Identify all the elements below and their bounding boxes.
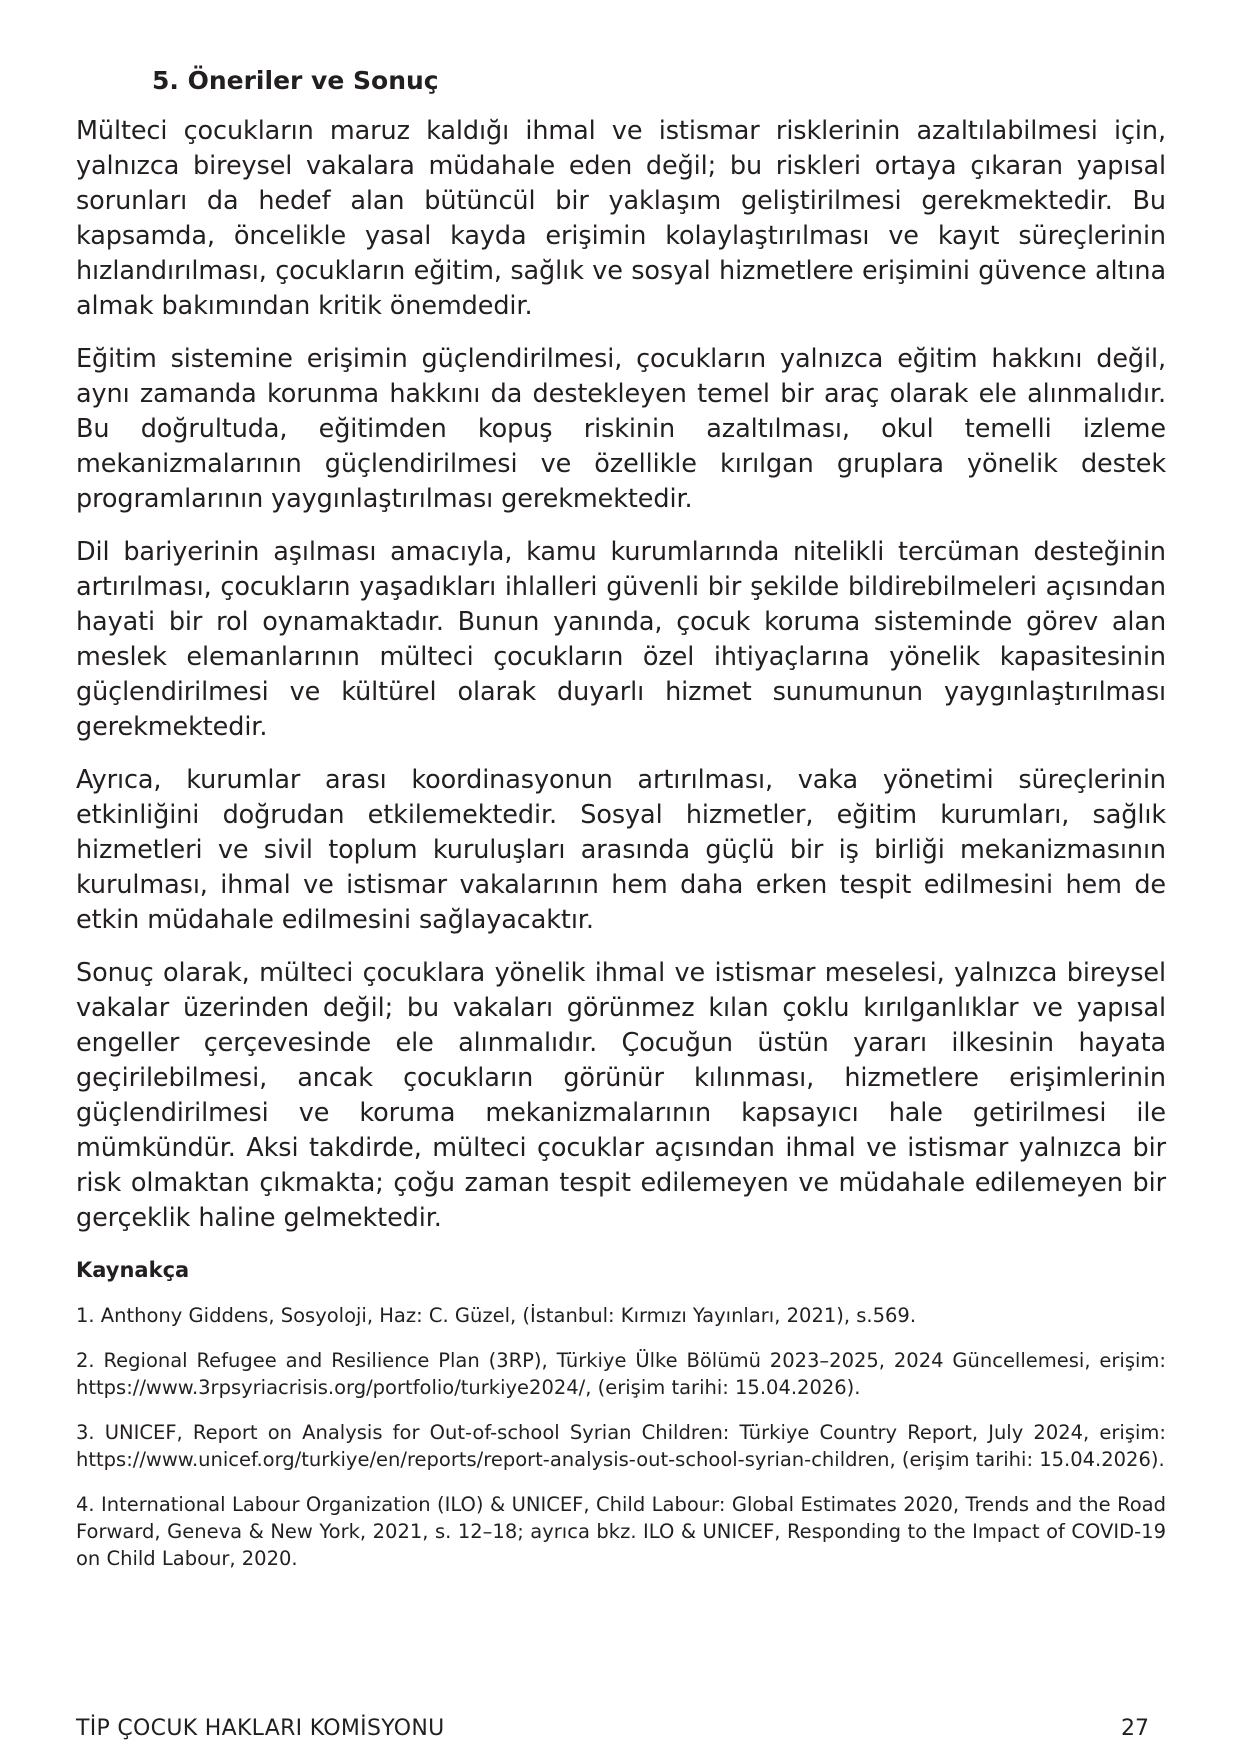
- paragraph-conclusion: Sonuç olarak, mülteci çocuklara yönelik ihmal ve istismar meselesi, yalnızca bireysel vakalar üzerinden değil; bu vakaları görünmez kılan çoklu kırılganlıklar ve yapısal engeller çerçevesinde ele alınmalıdır. Çocuğun üstün yararı ilkesinin hayata geçirilebilmesi, ancak çocukların görünür kılınması, hizmetlere erişimlerinin güçlendirilmesi ve koruma mekanizmalarının kapsayıcı hale getirilmesi ile mümkündür. Aksi takdirde, mülteci çocuklar açısından ihmal ve istismar yalnızca bir risk olmaktan çıkmakta; çoğu zaman tespit edilemeyen ve müdahale edilemeyen bir gerçeklik haline gelmektedir.: [76, 958, 1166, 1233]
- paragraph-recommendations-intro: Mülteci çocukların maruz kaldığı ihmal ve istismar risklerinin azaltılabilmesi için, yalnızca bireysel vakalara müdahale eden değil; bu riskleri ortaya çıkaran yapısal sorunları da hedef alan bütüncül bir yaklaşım geliştirilmesi gerekmektedir. Bu kapsamda, öncelikle yasal kayda erişimin kolaylaştırılması ve kayıt süreçlerinin hızlandırılması, çocukların eğitim, sağlık ve sosyal hizmetlere erişimini güvence altına almak bakımından kritik önemdedir.: [76, 116, 1166, 321]
- paragraph-education-access: Eğitim sistemine erişimin güçlendirilmesi, çocukların yalnızca eğitim hakkını değil, aynı zamanda korunma hakkını da destekleyen temel bir araç olarak ele alınmalıdır. Bu doğrultuda, eğitimden kopuş riskinin azaltılması, okul temelli izleme mekanizmalarının güçlendirilmesi ve özellikle kırılgan gruplara yönelik destek programlarının yaygınlaştırılması gerekmektedir.: [76, 344, 1166, 514]
- reference-item-1: 1. Anthony Giddens, Sosyoloji, Haz: C. Güzel, (İstanbul: Kırmızı Yayınları, 2021), s.569.: [76, 1304, 917, 1327]
- section-title: 5. Öneriler ve Sonuç: [152, 66, 439, 95]
- footer-organization: TİP ÇOCUK HAKLARI KOMİSYONU: [76, 1716, 445, 1741]
- reference-item-4: 4. International Labour Organization (ILO) & UNICEF, Child Labour: Global Estimates 2020, Trends and the Road Forward, Geneva & New York, 2021, s. 12–18; ayrıca bkz. ILO & UNICEF, Responding to the Impact of COVID-19 on Child Labour, 2020.: [76, 1493, 1166, 1570]
- reference-item-3: 3. UNICEF, Report on Analysis for Out-of-school Syrian Children: Türkiye Country Report, July 2024, erişim: https://www.unicef.org/turkiye/en/reports/report-analysis-out-school-syrian-children, (erişim tarihi: 15.04.2026).: [76, 1421, 1166, 1471]
- paragraph-language-barrier: Dil bariyerinin aşılması amacıyla, kamu kurumlarında nitelikli tercüman desteğinin artırılması, çocukların yaşadıkları ihlalleri güvenli bir şekilde bildirebilmeleri açısından hayati bir rol oynamaktadır. Bunun yanında, çocuk koruma sisteminde görev alan meslek elemanlarının mülteci çocukların özel ihtiyaçlarına yönelik kapasitesinin güçlendirilmesi ve kültürel olarak duyarlı hizmet sunumunun yaygınlaştırılması gerekmektedir.: [76, 537, 1166, 742]
- reference-item-2: 2. Regional Refugee and Resilience Plan (3RP), Türkiye Ülke Bölümü 2023–2025, 2024 Güncellemesi, erişim: https://www.3rpsyriacrisis.org/portfolio/turkiye2024/, (erişim tarihi: 15.04.2026).: [76, 1349, 1166, 1399]
- page-number: 27: [1121, 1716, 1149, 1741]
- references-heading: Kaynakça: [76, 1258, 190, 1282]
- page-content: [76, 66, 1166, 1590]
- paragraph-coordination: Ayrıca, kurumlar arası koordinasyonun artırılması, vaka yönetimi süreçlerinin etkinliğini doğrudan etkilemektedir. Sosyal hizmetler, eğitim kurumları, sağlık hizmetleri ve sivil toplum kuruluşları arasında güçlü bir iş birliği mekanizmasının kurulması, ihmal ve istismar vakalarının hem daha erken tespit edilmesini hem de etkin müdahale edilmesini sağlayacaktır.: [76, 765, 1166, 935]
